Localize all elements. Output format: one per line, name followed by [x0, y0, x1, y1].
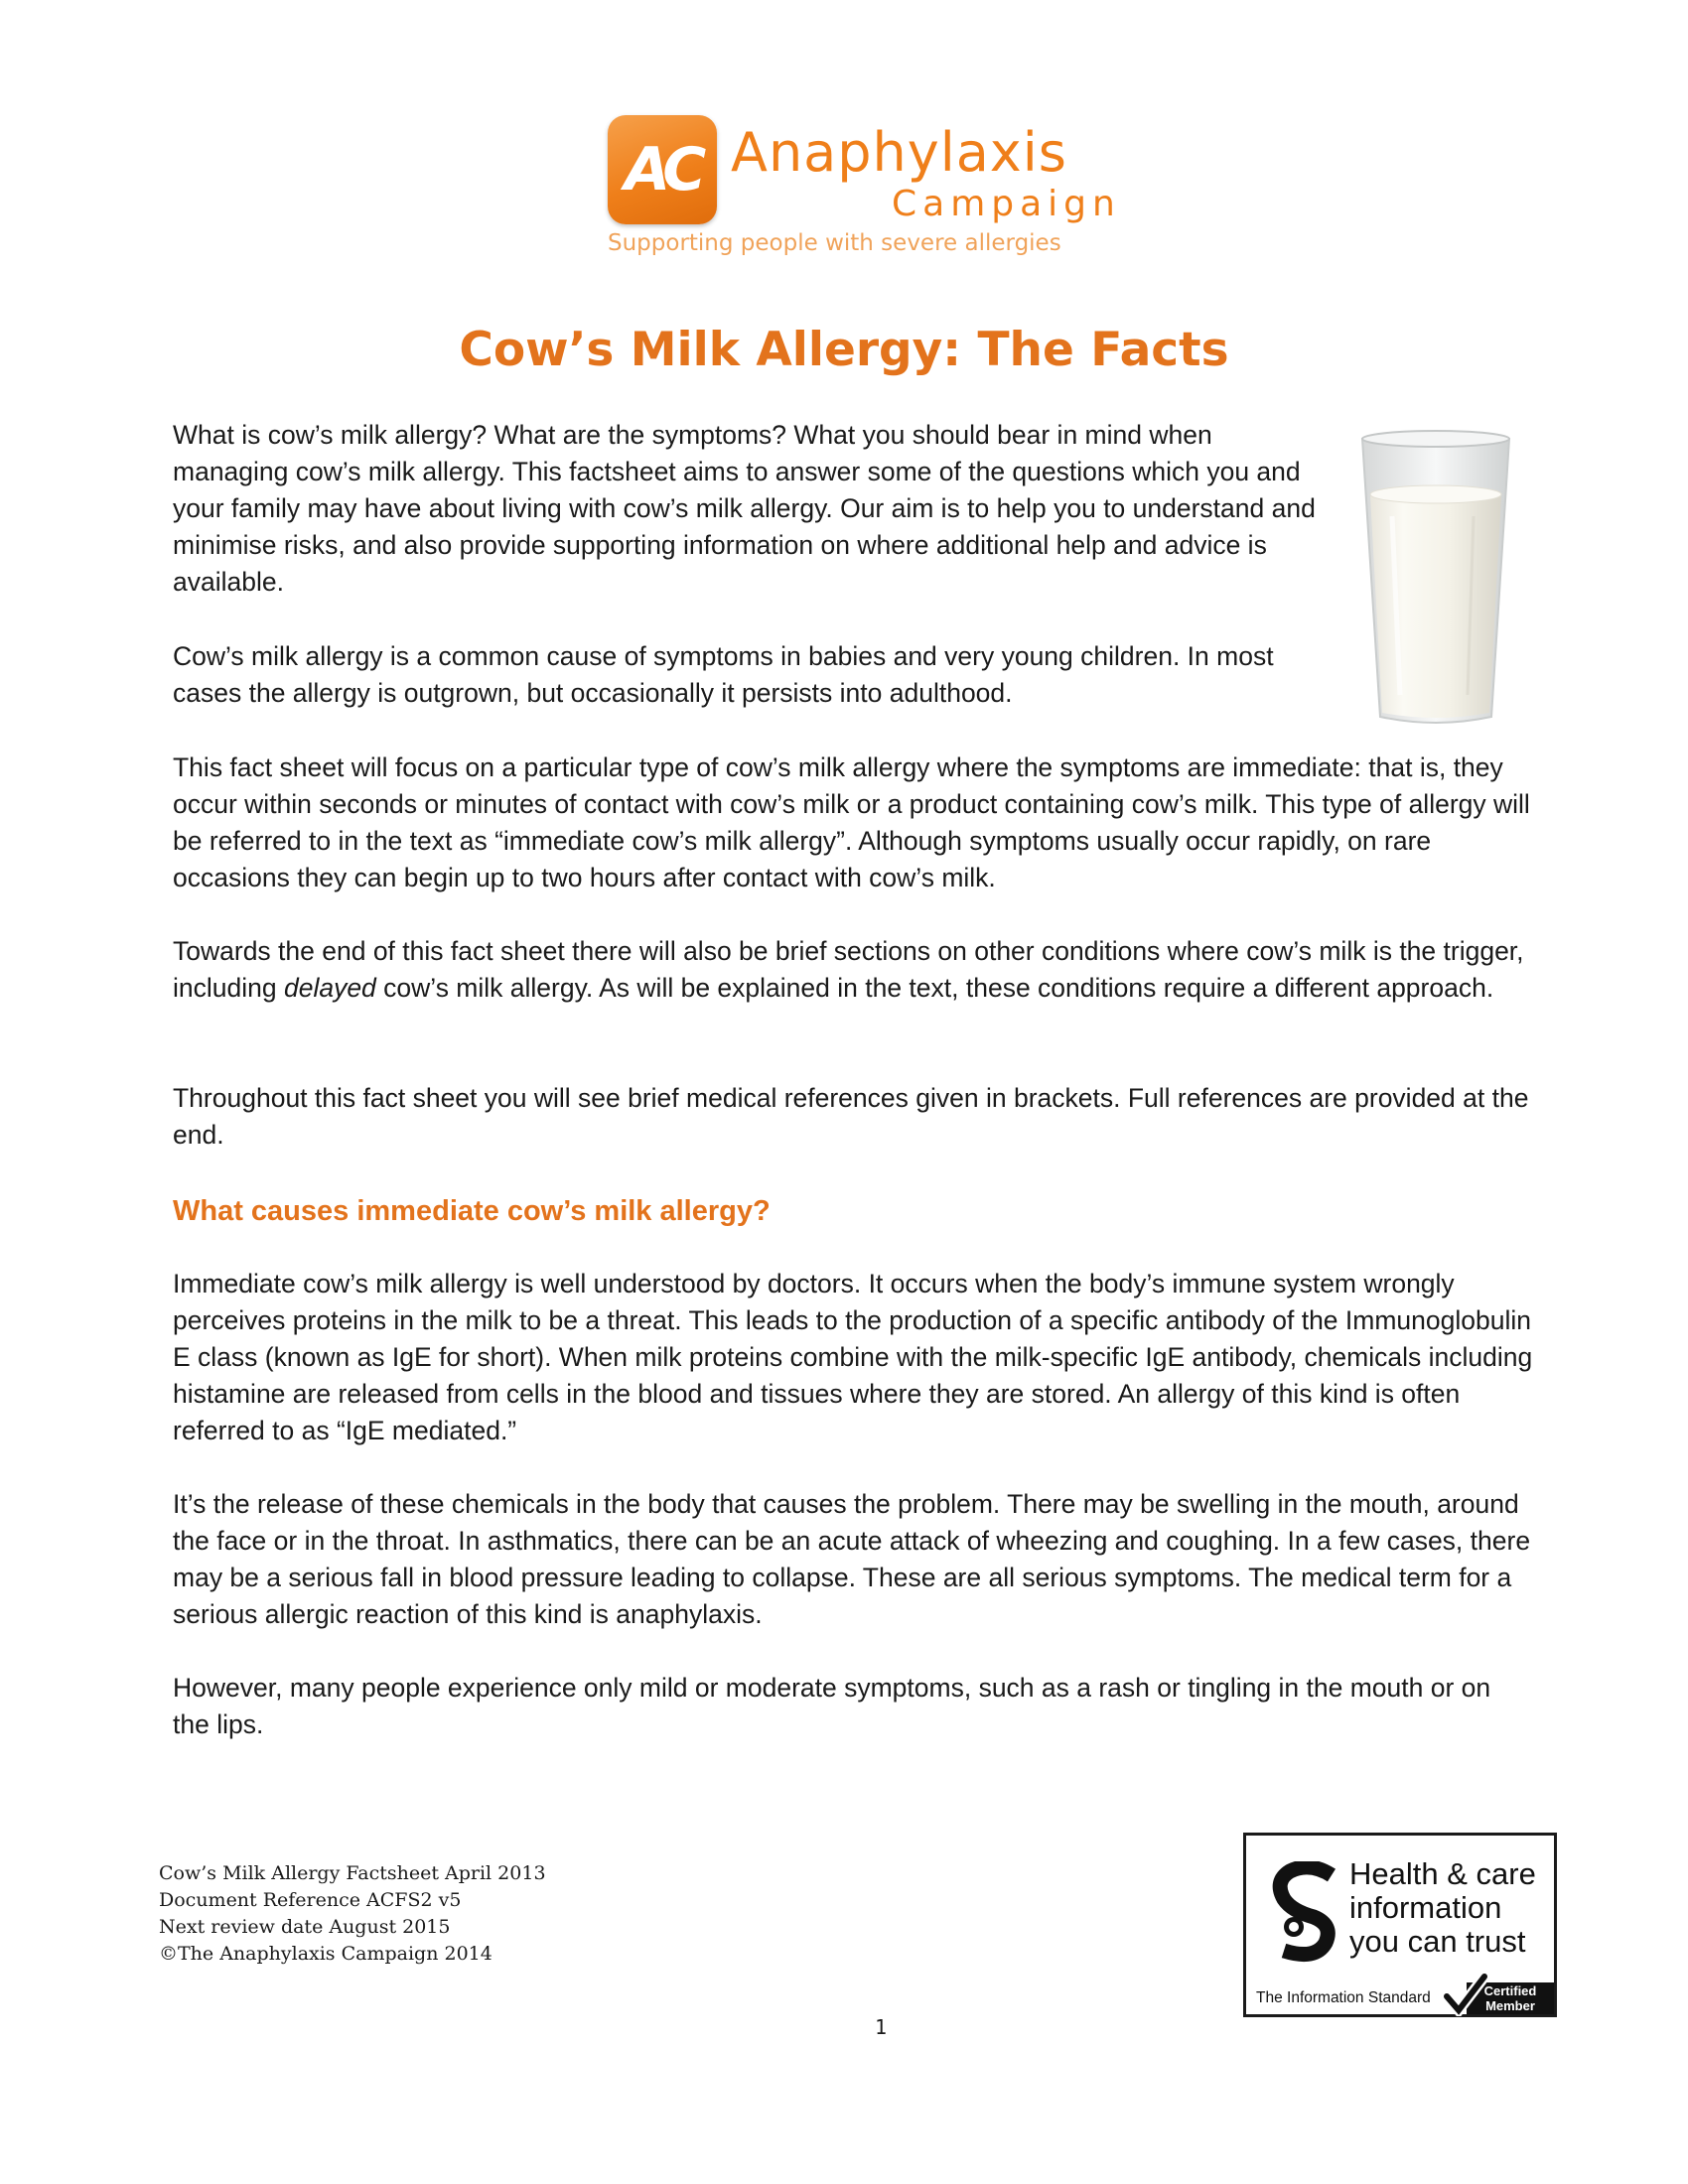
section-heading: What causes immediate cow’s milk allergy?	[173, 1195, 771, 1227]
badge-slogan	[1349, 1857, 1558, 1959]
badge-line-1: Health & care	[1349, 1856, 1536, 1891]
logo-mark-icon: AC	[608, 115, 717, 224]
cert-line-2: Member	[1485, 1998, 1535, 2013]
information-standard-icon	[1270, 1861, 1341, 1971]
information-standard-badge	[1243, 1833, 1557, 2017]
section-paragraph-1: Immediate cow’s milk allergy is well understood by doctors. It occurs when the body’s immune system wrongly perceives proteins in the milk to be a threat. This leads to the production of a specific antibody of the Immunoglobulin E class (known as IgE for short). When milk proteins combine with the milk-specific IgE antibody, chemicals including histamine are released from cells in the blood and tissues where they are stored. An allergy of this kind is often referred to as “IgE mediated.”	[173, 1269, 1533, 1445]
factsheet-date: Cow’s Milk Allergy Factsheet April 2013	[159, 1862, 546, 1884]
page-number: 1	[874, 2015, 888, 2039]
intro-paragraph-4	[173, 933, 1533, 1007]
badge-line-2: information	[1349, 1890, 1502, 1925]
logo-subname: Campaign	[892, 184, 1121, 224]
section-paragraph-3: However, many people experience only mild or moderate symptoms, such as a rash or tingling in the mouth or on the lips.	[173, 1673, 1491, 1739]
intro-paragraph-3: This fact sheet will focus on a particular type of cow’s milk allergy where the symptoms are immediate: that is, they occur within seconds or minutes of contact with cow’s milk or a product containing cow’s milk. This type of allergy will be referred to in the text as “immediate cow’s milk allergy”. Although symptoms usually occur rapidly, on rare occasions they can begin up to two hours after contact with cow’s milk.	[173, 752, 1530, 892]
milk-glass-image	[1356, 427, 1515, 731]
intro-paragraph-4-start: Towards the end of this fact sheet there will also be brief sections on other conditions where cow’s milk is the trigger, including	[173, 936, 1524, 1003]
badge-standard-label: The Information Standard	[1256, 1989, 1431, 2006]
document-metadata	[159, 1860, 616, 1968]
delayed-emphasis: delayed	[283, 973, 376, 1003]
copyright: ©The Anaphylaxis Campaign 2014	[159, 1943, 492, 1965]
intro-paragraph-4-end: cow’s milk allergy. As will be explained in the text, these conditions require a different approach.	[375, 973, 1494, 1003]
document-reference: Document Reference ACFS2 v5	[159, 1889, 462, 1911]
intro-paragraph-1: What is cow’s milk allergy? What are the symptoms? What you should bear in mind when managing cow’s milk allergy. This factsheet aims to answer some of the questions which you and your family may have about living with cow’s milk allergy. Our aim is to help you to understand and minimise risks, and also provide supporting information on where additional help and advice is available.	[173, 420, 1316, 597]
intro-paragraph-2: Cow’s milk allergy is a common cause of symptoms in babies and very young children. In most cases the allergy is outgrown, but occasionally it persists into adulthood.	[173, 641, 1274, 708]
checkmark-icon	[1443, 1973, 1488, 2016]
page-title: Cow’s Milk Allergy: The Facts	[459, 323, 1229, 377]
section-paragraph-2: It’s the release of these chemicals in the body that causes the problem. There may be swelling in the mouth, around the face or in the throat. In asthmatics, there can be an acute attack of wheezing and coughing. In a few cases, there may be a serious fall in blood pressure leading to collapse. These are all serious symptoms. The medical term for a serious allergic reaction of this kind is anaphylaxis.	[173, 1489, 1531, 1629]
review-date: Next review date August 2015	[159, 1916, 451, 1938]
anaphylaxis-campaign-logo	[608, 111, 1121, 260]
badge-line-3: you can trust	[1349, 1924, 1526, 1959]
cert-line-1: Certified	[1483, 1983, 1537, 1998]
intro-paragraph-5: Throughout this fact sheet you will see brief medical references given in brackets. Full references are provided at the end.	[173, 1083, 1529, 1150]
logo-name: Anaphylaxis	[731, 121, 1067, 184]
logo-tagline: Supporting people with severe allergies	[608, 230, 1061, 256]
